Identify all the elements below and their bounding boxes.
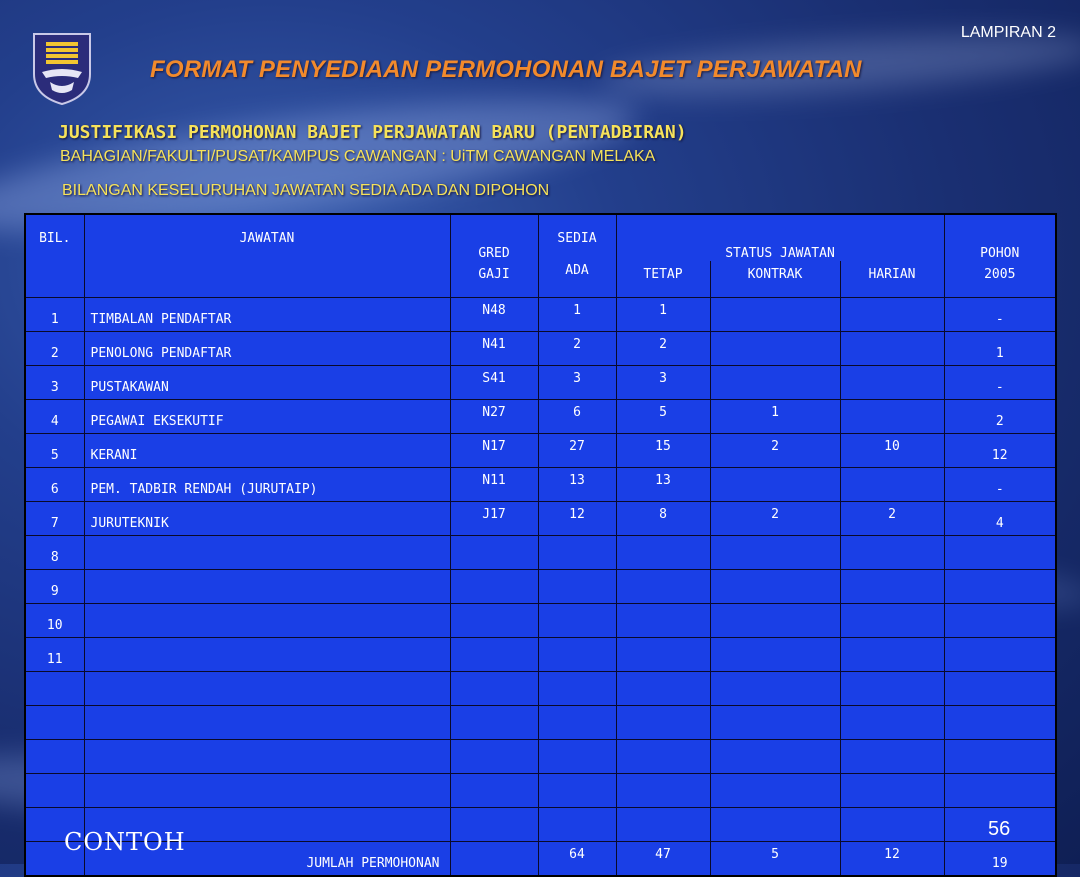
row-tetap: 1 [616,298,710,332]
table-row [25,672,1056,706]
table-row [25,706,1056,740]
row-harian [840,808,944,842]
row-tetap [616,808,710,842]
row-harian [840,536,944,570]
row-ada: 3 [538,366,616,400]
row-jawatan [84,638,450,672]
row-tetap: 13 [616,468,710,502]
total-gred-blank [450,842,538,877]
row-jawatan [84,672,450,706]
row-gred [450,638,538,672]
row-ada: 6 [538,400,616,434]
row-tetap [616,604,710,638]
row-tetap [616,706,710,740]
table-row [25,366,1056,400]
row-bil: 5 [25,434,84,468]
row-bil: 1 [25,298,84,332]
total-label: JUMLAH PERMOHONAN [84,842,450,877]
header-gred: GRED [450,214,538,261]
row-kontrak: 1 [710,400,840,434]
row-jawatan [84,706,450,740]
table-row [25,434,1056,468]
row-harian [840,604,944,638]
table-row [25,740,1056,774]
row-gred [450,604,538,638]
header-gaji: GAJI [450,261,538,298]
row-gred [450,536,538,570]
row-gred: N17 [450,434,538,468]
row-pohon [944,672,1056,706]
row-harian [840,570,944,604]
row-jawatan: PEM. TADBIR RENDAH (JURUTAIP) [84,468,450,502]
row-ada: 2 [538,332,616,366]
row-tetap [616,638,710,672]
row-harian [840,774,944,808]
row-jawatan [84,740,450,774]
row-bil: 7 [25,502,84,536]
row-pohon [944,774,1056,808]
table-row [25,468,1056,502]
total-ada: 64 [538,842,616,877]
row-bil [25,774,84,808]
row-harian: 10 [840,434,944,468]
table-row [25,604,1056,638]
table-heading: BILANGAN KESELURUHAN JAWATAN SEDIA ADA DAN DIPOHON [62,182,550,199]
row-pohon [944,570,1056,604]
row-kontrak [710,672,840,706]
row-gred: N11 [450,468,538,502]
row-pohon [944,706,1056,740]
row-gred: J17 [450,502,538,536]
header-jawatan: JAWATAN [84,214,450,261]
row-ada [538,638,616,672]
row-kontrak [710,366,840,400]
row-tetap: 15 [616,434,710,468]
row-kontrak [710,774,840,808]
row-bil: 6 [25,468,84,502]
row-jawatan [84,774,450,808]
row-tetap: 2 [616,332,710,366]
row-gred [450,774,538,808]
row-pohon: 2 [944,400,1056,434]
row-gred [450,672,538,706]
row-tetap: 3 [616,366,710,400]
row-bil: 9 [25,570,84,604]
row-tetap [616,774,710,808]
row-ada [538,536,616,570]
row-tetap [616,672,710,706]
row-kontrak: 2 [710,434,840,468]
row-tetap [616,536,710,570]
header-sedia: SEDIA [538,214,616,261]
row-harian [840,366,944,400]
page-title: FORMAT PENYEDIAAN PERMOHONAN BAJET PERJAWATAN [150,56,862,83]
row-bil [25,740,84,774]
total-pohon: 19 [944,842,1056,877]
table-row [25,332,1056,366]
row-gred [450,706,538,740]
row-jawatan: JURUTEKNIK [84,502,450,536]
header-tetap: TETAP [616,261,710,298]
row-gred: N27 [450,400,538,434]
row-harian [840,672,944,706]
row-ada: 27 [538,434,616,468]
row-jawatan [84,570,450,604]
header-status-jawatan: STATUS JAWATAN [616,214,944,261]
row-harian [840,298,944,332]
row-jawatan: KERANI [84,434,450,468]
row-gred [450,740,538,774]
row-jawatan: TIMBALAN PENDAFTAR [84,298,450,332]
row-pohon [944,740,1056,774]
row-kontrak [710,332,840,366]
row-kontrak [710,740,840,774]
row-ada: 13 [538,468,616,502]
row-gred: N41 [450,332,538,366]
row-ada [538,604,616,638]
row-ada [538,774,616,808]
row-pohon: 4 [944,502,1056,536]
row-bil: 4 [25,400,84,434]
row-jawatan: PUSTAKAWAN [84,366,450,400]
row-harian [840,400,944,434]
row-pohon [944,638,1056,672]
justification-heading: JUSTIFIKASI PERMOHONAN BAJET PERJAWATAN BARU (PENTADBIRAN) [58,122,687,143]
row-kontrak [710,536,840,570]
position-table [24,213,1057,877]
row-pohon: - [944,298,1056,332]
row-kontrak [710,468,840,502]
row-bil: 11 [25,638,84,672]
row-kontrak [710,706,840,740]
row-harian: 2 [840,502,944,536]
row-bil: 3 [25,366,84,400]
uitm-crest-icon [30,30,94,106]
table-row [25,400,1056,434]
row-pohon: 12 [944,434,1056,468]
table-row [25,774,1056,808]
contoh-label: CONTOH [64,828,186,856]
row-gred: N48 [450,298,538,332]
row-kontrak [710,298,840,332]
row-gred [450,808,538,842]
row-pohon: - [944,366,1056,400]
row-bil [25,706,84,740]
total-harian: 12 [840,842,944,877]
table-header-row [25,214,1056,261]
header-harian: HARIAN [840,261,944,298]
row-kontrak [710,808,840,842]
header-bil-blank [25,261,84,298]
row-kontrak [710,570,840,604]
row-jawatan: PENOLONG PENDAFTAR [84,332,450,366]
row-bil [25,672,84,706]
lampiran-label: LAMPIRAN 2 [960,24,1056,41]
row-ada [538,808,616,842]
total-tetap: 47 [616,842,710,877]
header-bil: BIL. [25,214,84,261]
row-jawatan: PEGAWAI EKSEKUTIF [84,400,450,434]
row-tetap [616,740,710,774]
row-ada [538,740,616,774]
row-tetap: 8 [616,502,710,536]
row-ada: 1 [538,298,616,332]
row-tetap [616,570,710,604]
table-row [25,536,1056,570]
row-pohon: 1 [944,332,1056,366]
row-ada [538,706,616,740]
table-row [25,570,1056,604]
table-row [25,502,1056,536]
department-heading: BAHAGIAN/FAKULTI/PUSAT/KAMPUS CAWANGAN : UiTM CAWANGAN MELAKA [60,148,656,165]
total-kontrak: 5 [710,842,840,877]
page-number: 56 [988,818,1011,840]
row-ada: 12 [538,502,616,536]
row-pohon [944,536,1056,570]
header-ada: ADA [538,261,616,298]
row-pohon [944,604,1056,638]
row-tetap: 5 [616,400,710,434]
row-bil: 10 [25,604,84,638]
row-bil: 8 [25,536,84,570]
row-harian [840,638,944,672]
row-harian [840,740,944,774]
row-gred: S41 [450,366,538,400]
row-jawatan [84,604,450,638]
table-body [25,298,1056,842]
row-gred [450,570,538,604]
row-harian [840,468,944,502]
header-jawatan-blank [84,261,450,298]
row-ada [538,672,616,706]
row-kontrak: 2 [710,502,840,536]
row-harian [840,332,944,366]
header-year: 2005 [944,261,1056,298]
header-pohon: POHON [944,214,1056,261]
row-harian [840,706,944,740]
table-row [25,638,1056,672]
table-subheader-row [25,261,1056,298]
row-kontrak [710,638,840,672]
row-kontrak [710,604,840,638]
row-pohon: - [944,468,1056,502]
row-ada [538,570,616,604]
row-jawatan [84,536,450,570]
table-row [25,298,1056,332]
row-bil: 2 [25,332,84,366]
header-kontrak: KONTRAK [710,261,840,298]
